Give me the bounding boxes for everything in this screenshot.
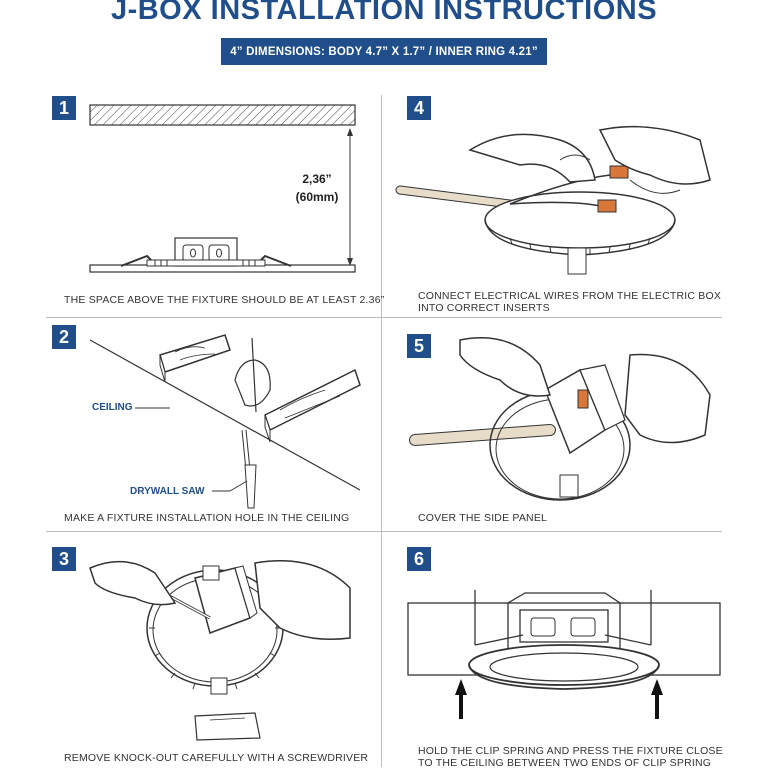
ceiling-leader-line (135, 405, 175, 415)
step-6-caption-line-2: TO THE CEILING BETWEEN TWO ENDS OF CLIP SPRING (418, 757, 712, 768)
step-6-illustration (405, 585, 723, 725)
step-1-measure-inch: 2,36” (302, 172, 332, 186)
step-1-number: 1 (52, 96, 76, 120)
step-6-number: 6 (407, 547, 431, 571)
step-2-ceiling-label: CEILING (92, 402, 133, 413)
step-4-caption-line-2: INTO CORRECT INSERTS (418, 302, 550, 314)
step-3-illustration (85, 548, 365, 748)
step-5-caption: COVER THE SIDE PANEL (418, 512, 548, 524)
step-2-saw-label: DRYWALL SAW (130, 486, 205, 497)
row-divider-1 (46, 317, 722, 318)
dimensions-banner: 4” DIMENSIONS: BODY 4.7” X 1.7” / INNER RING 4.21” (221, 38, 547, 65)
step-5-number: 5 (407, 334, 431, 358)
row-divider-2 (46, 531, 722, 532)
step-2-caption: MAKE A FIXTURE INSTALLATION HOLE IN THE CEILING (64, 512, 350, 524)
column-divider (381, 95, 382, 767)
step-4-number: 4 (407, 96, 431, 120)
step-5-illustration (410, 335, 720, 505)
step-6-caption-line-1: HOLD THE CLIP SPRING AND PRESS THE FIXTURE CLOSE (418, 745, 723, 757)
saw-leader-line (212, 478, 252, 498)
page-title: J-BOX INSTALLATION INSTRUCTIONS (110, 0, 658, 26)
step-3-number: 3 (52, 547, 76, 571)
step-1-measure-mm: (60mm) (295, 190, 339, 204)
step-3-caption: REMOVE KNOCK-OUT CAREFULLY WITH A SCREWDRIVER (64, 752, 369, 764)
step-1-caption: THE SPACE ABOVE THE FIXTURE SHOULD BE AT LEAST 2.36” (64, 294, 385, 306)
step-4-illustration (400, 120, 720, 290)
step-4-caption-line-1: CONNECT ELECTRICAL WIRES FROM THE ELECTRIC BOX (418, 290, 722, 302)
step-2-number: 2 (52, 325, 76, 349)
